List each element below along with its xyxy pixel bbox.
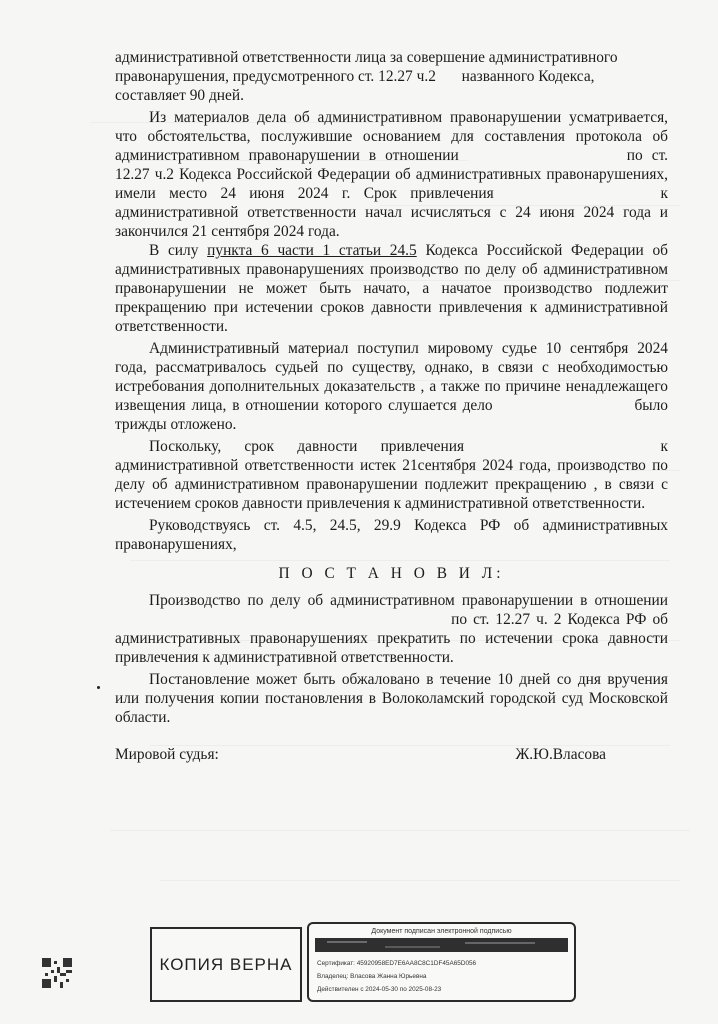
paragraph-materials (115, 108, 668, 241)
esignature-certificate: Сертификат: 45920958ED7E6AA8C8C1DF45A65D056 (317, 960, 477, 967)
text-line-2-tail: названного Кодекса, (461, 68, 595, 85)
text-line-2-start: правонарушения, предусмотренного ст. 12.27 ч.2 (115, 68, 436, 85)
esignature-validity: Действителен с 2024-05-30 по 2025-08-23 (317, 986, 442, 993)
text-line-1: административной ответственности лица за совершение административного (115, 49, 618, 66)
paragraph-since (115, 437, 668, 513)
paragraph-appeal: Постановление может быть обжаловано в течение 10 дней со дня вручения или получения копии постановления в Волоколамский городской суд Московской области. (115, 671, 668, 726)
paragraph-guided: Руководствуясь ст. 4.5, 24.5, 29.9 Кодекса РФ об административных правонарушениях, (115, 517, 668, 553)
law-reference-link: пункта 6 части 1 статьи 24.5 (207, 242, 417, 259)
since-rest: к административной ответственности истек 21сентября 2024 года, производство по делу об административном правонарушении подлежит прекращению , в связи с истечением сроков давности привлечения к административной ответственности. (115, 438, 669, 512)
electronic-signature-stamp (307, 922, 576, 1002)
material-end: было трижды отложено. (115, 397, 668, 433)
materials-middle: по ст. 12.27 ч.2 (115, 147, 668, 183)
text-line-2 (115, 67, 668, 86)
material-text: Административный материал поступил мировому судье 10 сентября 2024 года, рассматривалось судьей по существу, однако, в связи с необходимостью истребования дополнительных доказательств , а также по причине ненадлежащего извещения лица, в отношении которого слушается дело (115, 340, 668, 414)
redaction-name-3 (499, 397, 629, 412)
copy-certified-stamp: КОПИЯ ВЕРНА (150, 927, 302, 1002)
signature-name: Ж.Ю.Власова (515, 746, 606, 763)
materials-end: к административной ответственности начал исчисляться с 24 июня 2024 года и закончился 21 сентября 2024 года. (115, 185, 668, 240)
text-line-3: составляет 90 дней. (115, 87, 244, 104)
ruling-heading: П О С Т А Н О В И Л: (278, 565, 505, 582)
law-lead: В силу (149, 242, 199, 259)
qr-code (42, 958, 72, 988)
esignature-title: Документ подписан электронной подписью (371, 928, 512, 935)
signature-row (115, 745, 668, 764)
materials-start: Из материалов дела об административном правонарушении усматривается, что обстоятельства, послужившие основанием для составления протокола об административном правонарушении в отношении (115, 109, 668, 164)
decision-start: Производство по делу об административном правонарушении в отношении (149, 592, 668, 609)
redaction-name-1 (468, 147, 618, 162)
law-rest: Кодекса Российской Федерации об административных правонарушениях производство по делу об административном правонарушении не может быть начато, а начатое производство подлежит прекращению при истечении сроков давности привлечения к административной ответственности. (115, 242, 668, 335)
paragraph-law (115, 241, 668, 336)
scan-speck (97, 686, 100, 689)
materials-continuation: Кодекса Российской Федерации об административных правонарушениях, имели место 24 июня 2024 г. Срок привлечения (115, 166, 668, 202)
redaction-name-2 (507, 185, 647, 200)
ruling-text (115, 48, 668, 764)
paragraph-material-received (115, 339, 668, 434)
redaction-name-4 (487, 438, 637, 453)
redaction-name-5 (115, 611, 445, 626)
esignature-owner: Владелец: Власова Жанна Юрьевна (317, 973, 427, 980)
since-start: Поскольку, срок давности привлечения (149, 438, 465, 455)
decision-rest: по ст. 12.27 ч. 2 Кодекса РФ об административных правонарушениях прекратить по истечении срока давности привлечения к административной ответственности. (115, 611, 668, 666)
paragraph-decision (115, 591, 668, 667)
esignature-barcode (315, 938, 568, 952)
signature-label: Мировой судья: (115, 746, 219, 763)
